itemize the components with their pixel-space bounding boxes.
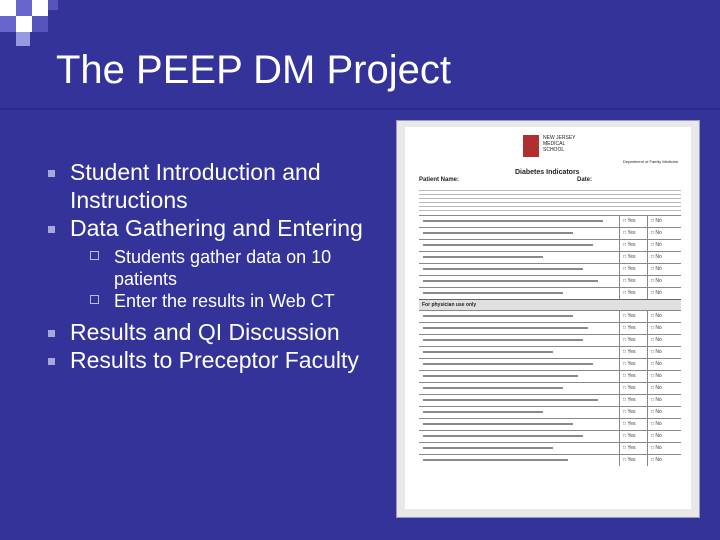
form-row (419, 334, 681, 346)
form-row (419, 287, 681, 299)
bullet-text: Results to Preceptor Faculty (70, 347, 359, 373)
form-row (419, 346, 681, 358)
form-column-divider (619, 335, 620, 346)
form-question-text (423, 292, 563, 294)
form-column-divider (619, 455, 620, 466)
hollow-square-bullet-icon (90, 295, 99, 304)
form-column-divider (647, 395, 648, 406)
form-column-divider (619, 383, 620, 394)
square-bullet-icon (48, 226, 55, 233)
sub-bullet-text: Students gather data on 10 patients (114, 247, 332, 289)
form-no-checkbox: □ No (651, 361, 662, 367)
school-logo-icon (523, 135, 539, 157)
form-column-divider (619, 347, 620, 358)
form-column-divider (647, 264, 648, 275)
form-column-divider (647, 443, 648, 454)
form-question-text (423, 280, 598, 282)
form-yes-checkbox: □ Yes (623, 361, 636, 367)
form-yes-checkbox: □ Yes (623, 349, 636, 355)
diabetes-form-document (405, 127, 691, 509)
form-row (419, 263, 681, 275)
form-row (419, 394, 681, 406)
form-no-checkbox: □ No (651, 385, 662, 391)
corner-square-2 (16, 0, 32, 16)
form-yes-checkbox: □ Yes (623, 313, 636, 319)
form-yes-checkbox: □ Yes (623, 397, 636, 403)
form-row (419, 227, 681, 239)
form-question-text (423, 459, 568, 461)
form-column-divider (647, 335, 648, 346)
form-column-divider (647, 228, 648, 239)
form-question-text (423, 411, 543, 413)
form-column-divider (619, 419, 620, 430)
form-column-divider (619, 276, 620, 287)
form-image-frame (396, 120, 700, 518)
form-column-divider (619, 395, 620, 406)
form-section-header: For physician use only (419, 299, 681, 310)
form-column-divider (647, 371, 648, 382)
form-column-divider (647, 311, 648, 322)
form-column-divider (647, 419, 648, 430)
form-row (419, 239, 681, 251)
corner-square-5 (32, 0, 48, 16)
form-no-checkbox: □ No (651, 337, 662, 343)
form-column-divider (619, 431, 620, 442)
form-yes-checkbox: □ Yes (623, 242, 636, 248)
form-question-text (423, 339, 583, 341)
form-row (419, 418, 681, 430)
sub-bullet-list (70, 246, 366, 312)
form-row (419, 310, 681, 322)
form-no-checkbox: □ No (651, 218, 662, 224)
form-row (419, 275, 681, 287)
form-question-text (423, 244, 593, 246)
form-yes-checkbox: □ Yes (623, 445, 636, 451)
form-row (419, 322, 681, 334)
form-column-divider (647, 455, 648, 466)
form-intro-text (419, 187, 681, 213)
form-no-checkbox: □ No (651, 445, 662, 451)
form-yes-checkbox: □ Yes (623, 373, 636, 379)
form-question-text (423, 256, 543, 258)
bullet-text: Results and QI Discussion (70, 319, 340, 345)
square-bullet-icon (48, 358, 55, 365)
form-question-text (423, 268, 583, 270)
form-row (419, 454, 681, 466)
form-column-divider (647, 407, 648, 418)
sub-bullet-item (80, 290, 366, 312)
sub-bullet-text: Enter the results in Web CT (114, 291, 335, 311)
form-yes-checkbox: □ Yes (623, 421, 636, 427)
form-no-checkbox: □ No (651, 290, 662, 296)
form-column-divider (619, 311, 620, 322)
form-column-divider (619, 443, 620, 454)
school-name: NEW JERSEY MEDICAL SCHOOL (543, 135, 576, 153)
form-column-divider (647, 431, 648, 442)
form-column-divider (647, 347, 648, 358)
form-row (419, 215, 681, 227)
form-column-divider (647, 323, 648, 334)
form-question-text (423, 327, 588, 329)
form-no-checkbox: □ No (651, 230, 662, 236)
form-no-checkbox: □ No (651, 254, 662, 260)
square-bullet-icon (48, 170, 55, 177)
form-no-checkbox: □ No (651, 325, 662, 331)
form-question-text (423, 351, 553, 353)
patient-name-label: Patient Name: (419, 177, 460, 183)
form-yes-checkbox: □ Yes (623, 433, 636, 439)
square-bullet-icon (48, 330, 55, 337)
form-no-checkbox: □ No (651, 409, 662, 415)
form-row (419, 430, 681, 442)
form-no-checkbox: □ No (651, 397, 662, 403)
form-column-divider (619, 264, 620, 275)
form-column-divider (619, 216, 620, 227)
form-no-checkbox: □ No (651, 421, 662, 427)
form-yes-checkbox: □ Yes (623, 337, 636, 343)
form-row (419, 442, 681, 454)
form-title: Diabetes Indicators (515, 169, 580, 176)
bullet-item (46, 346, 366, 374)
department-name: Department of Family Medicine (623, 159, 679, 164)
form-yes-checkbox: □ Yes (623, 218, 636, 224)
bullet-item (46, 214, 366, 312)
corner-square-1 (0, 0, 16, 16)
form-column-divider (619, 371, 620, 382)
title-divider (0, 108, 720, 110)
form-yes-checkbox: □ Yes (623, 385, 636, 391)
form-no-checkbox: □ No (651, 242, 662, 248)
form-no-checkbox: □ No (651, 278, 662, 284)
form-question-text (423, 399, 598, 401)
form-yes-checkbox: □ Yes (623, 254, 636, 260)
form-column-divider (647, 252, 648, 263)
form-no-checkbox: □ No (651, 313, 662, 319)
form-column-divider (647, 240, 648, 251)
corner-square-6 (32, 16, 48, 32)
form-yes-checkbox: □ Yes (623, 278, 636, 284)
form-column-divider (619, 359, 620, 370)
form-question-text (423, 315, 573, 317)
form-column-divider (647, 276, 648, 287)
form-row (419, 251, 681, 263)
form-question-text (423, 435, 583, 437)
corner-square-8 (48, 0, 58, 10)
form-row (419, 406, 681, 418)
form-yes-checkbox: □ Yes (623, 409, 636, 415)
form-row (419, 358, 681, 370)
corner-square-3 (0, 16, 16, 32)
corner-square-7 (16, 32, 30, 46)
sub-bullet-item (80, 246, 366, 290)
form-no-checkbox: □ No (651, 349, 662, 355)
form-column-divider (647, 288, 648, 299)
form-column-divider (647, 216, 648, 227)
form-yes-checkbox: □ Yes (623, 290, 636, 296)
form-yes-checkbox: □ Yes (623, 230, 636, 236)
form-column-divider (619, 407, 620, 418)
form-question-text (423, 387, 563, 389)
bullet-item (46, 318, 366, 346)
date-label: Date: (577, 177, 593, 183)
form-question-text (423, 423, 573, 425)
form-no-checkbox: □ No (651, 457, 662, 463)
form-no-checkbox: □ No (651, 266, 662, 272)
form-row (419, 370, 681, 382)
form-no-checkbox: □ No (651, 433, 662, 439)
form-yes-checkbox: □ Yes (623, 266, 636, 272)
form-column-divider (647, 383, 648, 394)
form-no-checkbox: □ No (651, 373, 662, 379)
form-column-divider (647, 359, 648, 370)
form-question-text (423, 220, 603, 222)
slide-title: The PEEP DM Project (56, 48, 451, 92)
bullet-text: Student Introduction and Instructions (70, 159, 321, 213)
corner-square-4 (16, 16, 32, 32)
form-column-divider (619, 228, 620, 239)
form-question-text (423, 232, 573, 234)
form-column-divider (619, 288, 620, 299)
bullet-item (46, 158, 366, 214)
form-column-divider (619, 323, 620, 334)
form-yes-checkbox: □ Yes (623, 325, 636, 331)
form-question-text (423, 375, 578, 377)
form-question-text (423, 447, 553, 449)
form-question-rows (419, 215, 681, 466)
form-question-text (423, 363, 593, 365)
hollow-square-bullet-icon (90, 251, 99, 260)
form-yes-checkbox: □ Yes (623, 457, 636, 463)
form-column-divider (619, 252, 620, 263)
form-column-divider (619, 240, 620, 251)
form-row (419, 382, 681, 394)
bullet-list (46, 158, 366, 374)
bullet-text: Data Gathering and Entering (70, 215, 363, 241)
